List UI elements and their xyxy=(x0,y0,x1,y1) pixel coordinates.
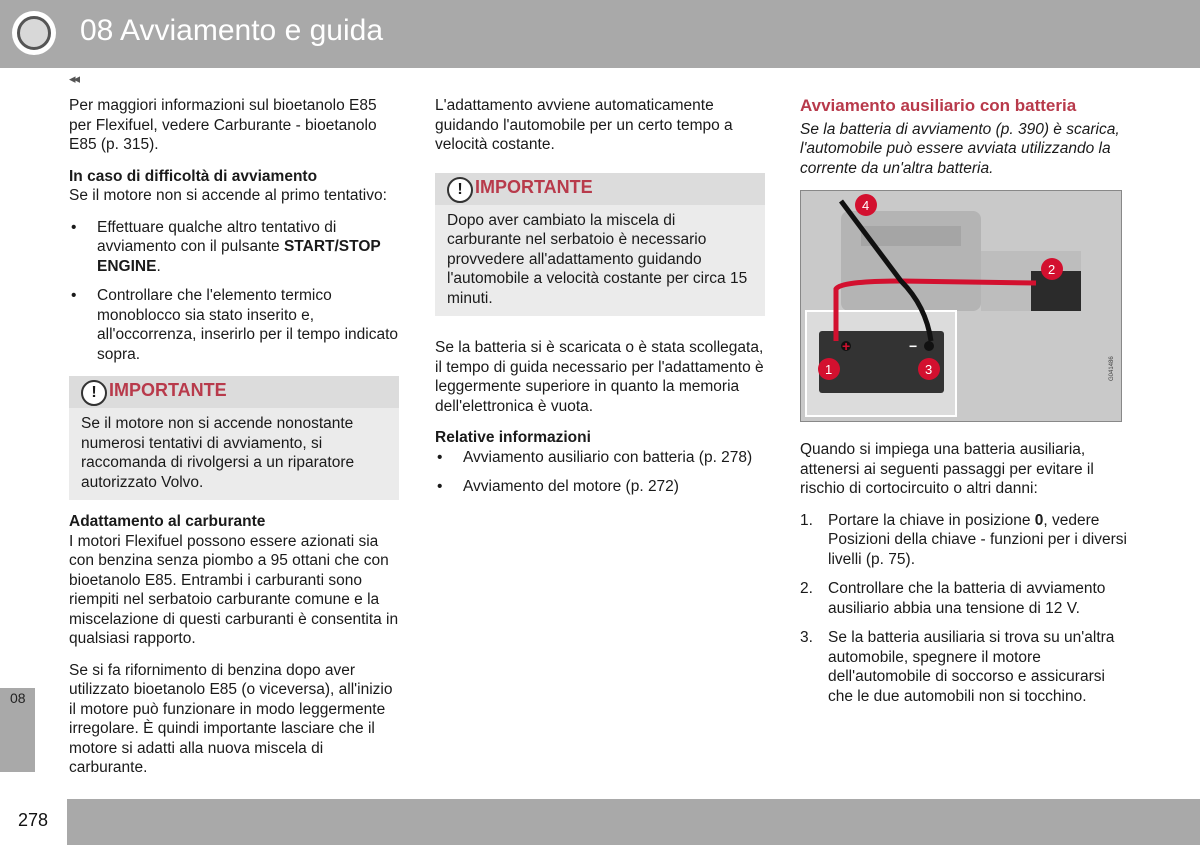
intro-paragraph: Per maggiori informazioni sul bioetanolo E85 per Flexifuel, vedere Carburante - bioetanolo E85 (p. 315). xyxy=(69,97,377,153)
list-item: • Controllare che l'elemento termico monoblocco sia stato inserito e, all'occorrenza, inserirlo per il tempo indicato sopra. xyxy=(69,286,399,364)
column-2 xyxy=(435,96,765,509)
importante-title: IMPORTANTE xyxy=(475,176,593,197)
battery-figure xyxy=(800,190,1122,422)
warning-icon: ! xyxy=(81,380,107,406)
step-item: 1. Portare la chiave in posizione 0, vedere Posizioni della chiave - funzioni per i diversi livelli (p. 75). xyxy=(800,511,1127,568)
callout-2: 2 xyxy=(1048,262,1056,277)
paragraph: Se la batteria si è scaricata o è stata scollegata, il tempo di guida necessario per l'adattamento è leggermente superiore in quanto la memoria dell'elettronica è vuota. xyxy=(435,339,764,415)
column-1 xyxy=(69,96,399,790)
step-item: 3. Se la batteria ausiliaria si trova su un'altra automobile, spegnere il motore dell'automobile di soccorso e assicurarsi che le due automobili non si tocchino. xyxy=(800,629,1115,705)
importante-text: Se il motore non si accende nonostante numerosi tentativi di avviamento, si raccomanda di rivolgersi a un riparatore autorizzato Volvo. xyxy=(81,415,355,491)
page-footer xyxy=(0,799,1200,845)
paragraph: Se il motore non si accende al primo tentativo: xyxy=(69,187,387,204)
warning-icon: ! xyxy=(447,177,473,203)
intro-italic: Se la batteria di avviamento (p. 390) è scarica, l'automobile può essere avviata utilizzando la corrente da un'altra batteria. xyxy=(800,120,1120,177)
related-link[interactable]: • Avviamento del motore (p. 272) xyxy=(435,477,765,497)
paragraph: Se si fa rifornimento di benzina dopo aver utilizzato bioetanolo E85 (o viceversa), all'inizio il motore può funzionare in modo leggermente irregolare. È quindi importante lasciare che il motore si adatti alla nuova miscela di carburante. xyxy=(69,661,393,776)
figure-code: G041486 xyxy=(1109,356,1115,381)
importante-text: Dopo aver cambiato la miscela di carburante nel serbatoio è necessario provvedere all'adattamento guidando l'automobile a velocità costante per circa 15 minuti. xyxy=(447,211,748,307)
plus-sign: + xyxy=(842,338,851,354)
bullet-list xyxy=(69,218,399,365)
callout-3: 3 xyxy=(925,362,933,377)
importante-title: IMPORTANTE xyxy=(109,380,227,400)
callout-4: 4 xyxy=(862,198,870,213)
steps-list xyxy=(800,511,1130,707)
steering-wheel-icon xyxy=(12,11,56,55)
heading-relative: Relative informazioni xyxy=(435,429,591,446)
back-arrow-icon[interactable]: ◂◂ xyxy=(69,71,79,86)
chapter-tab-label: 08 xyxy=(10,690,26,706)
minus-sign: − xyxy=(909,338,918,354)
column-3 xyxy=(800,96,1130,716)
paragraph: L'adattamento avviene automaticamente guidando l'automobile per un certo tempo a velocità costante. xyxy=(435,97,733,153)
heading-adattamento: Adattamento al carburante xyxy=(69,513,266,530)
paragraph: I motori Flexifuel possono essere azionati sia con benzina senza piombo a 95 ottani che con bioetanolo E85. Entrambi i carburanti sono riempiti nel serbatoio carburante comune e la miscelazione di questi carburanti è consentita in qualsiasi rapporto. xyxy=(69,532,399,647)
list-item: • Effettuare qualche altro tentativo di avviamento con il pulsante START/STOP ENGINE. xyxy=(69,218,399,277)
paragraph: Quando si impiega una batteria ausiliaria, attenersi ai seguenti passaggi per evitare il rischio di cortocircuito o altri danni: xyxy=(800,441,1094,497)
chapter-title: 08 Avviamento e guida xyxy=(80,14,384,47)
importante-box xyxy=(69,376,399,500)
heading-difficolta: In caso di difficoltà di avviamento xyxy=(69,167,318,185)
related-link[interactable]: • Avviamento ausiliario con batteria (p. 278) xyxy=(435,448,765,468)
related-list xyxy=(435,448,765,497)
section-title: Avviamento ausiliario con batteria xyxy=(800,96,1077,115)
step-item: 2. Controllare che la batteria di avviamento ausiliario abbia una tensione di 12 V. xyxy=(800,580,1106,617)
page-number: 278 xyxy=(18,810,49,830)
jump-start-illustration xyxy=(801,191,1121,421)
importante-box xyxy=(435,173,765,317)
page-header xyxy=(0,0,1200,68)
callout-1: 1 xyxy=(825,362,833,377)
